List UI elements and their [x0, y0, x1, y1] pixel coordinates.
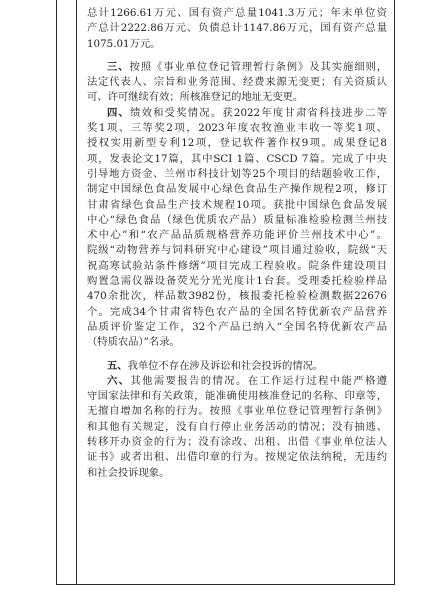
text-line: 购置急需仪器设备荧光分光光度计1台套。受理委托检验样品 [87, 275, 387, 288]
section-four-paragraph [87, 106, 387, 351]
text-line: （特质农品）”名录。 [87, 336, 180, 349]
text-line: 产总计2222.86万元、负债总计1147.86万元，国有资产总量 [87, 22, 387, 35]
text-line: 总计1266.61万元、国有资产总量1041.3万元；年末单位资 [87, 7, 387, 19]
section-six-paragraph [87, 374, 387, 481]
report-content-cell [87, 6, 387, 481]
table-column-divider [76, 0, 77, 585]
section-heading-line: 三、按照《事业单位登记管理暂行条例》及其实施细则， [107, 60, 387, 73]
section-heading-line: 六、其他需要报告的情况。在工作运行过程中能严格遵 [107, 374, 387, 387]
text-line: 甘肃省绿色食品生产技术规程10项。获批中国绿色食品发展 [87, 198, 387, 211]
text-line: 个。完成34个甘肃省特色农产品的全国名特优新农产品营养 [87, 305, 387, 318]
text-line: 和社会投诉现象。 [87, 466, 170, 479]
text-line: 项，发表论文17篇，其中SCI 1篇、CSCD 7篇。完成了中央 [87, 152, 387, 165]
text-line: 引导地方资金、兰州市科技计划等25个项目的结题验收工作， [87, 167, 387, 180]
text-line: 可、许可继续有效；所核准登记的地址无变更。 [87, 91, 304, 104]
text-line: 470余批次，样品数3982份，核报委托检验检测数据22676 [87, 290, 387, 303]
text-line: 制定中国绿色食品发展中心绿色食品生产操作规程2项，修订 [87, 183, 387, 196]
text-line: 1075.01万元。 [87, 37, 161, 50]
section-heading-line: 五、我单位不存在涉及诉讼和社会投诉的情况。 [107, 359, 324, 372]
text-line: 和其他有关规定，没有自行停止业务活动的情况；没有抽逃、 [87, 420, 387, 433]
section-three-paragraph [87, 60, 387, 106]
text-line: 祝高寒试验站条件修缮”项目完成工程验收。院条件建设项目 [87, 259, 387, 272]
section-heading-line: 四、绩效和受奖情况。获2022年度甘肃省科技进步二等 [107, 106, 387, 119]
section-five-paragraph [87, 359, 387, 374]
text-line: 奖1项、三等奖2项，2023年度农牧渔业丰收一等奖1项、 [87, 122, 387, 135]
text-line: 品质评价鉴定工作，32个产品已纳入“全国名特优新农产品 [87, 320, 387, 333]
text-line: 无擅自增加名称的行为。按照《事业单位登记管理暂行条例》 [87, 405, 387, 418]
text-line: 证书》或者出租、出借印章的行为。按规定依法纳税，无违约 [87, 451, 387, 464]
assets-summary-paragraph [87, 6, 387, 52]
text-line: 守国家法律和有关政策，能准确使用核准登记的名称、印章等， [87, 390, 387, 403]
text-line: 转移开办资金的行为；没有涂改、出租、出借《事业单位法人 [87, 436, 387, 449]
text-line: 术中心”和“农产品品质规格营养功能评价兰州技术中心”。 [87, 229, 387, 242]
text-line: 法定代表人、宗旨和业务范围、经费来源无变更；有关资质认 [87, 76, 387, 89]
text-line: 中心“绿色食品（绿色优质农产品）质量标准检验检测兰州技 [87, 213, 387, 226]
text-line: 授权实用新型专利12项，登记软件著作权9项。成果登记8 [87, 137, 387, 150]
text-line: 院级“动物营养与饲料研究中心建设”项目通过验收，院级“天 [87, 244, 387, 257]
